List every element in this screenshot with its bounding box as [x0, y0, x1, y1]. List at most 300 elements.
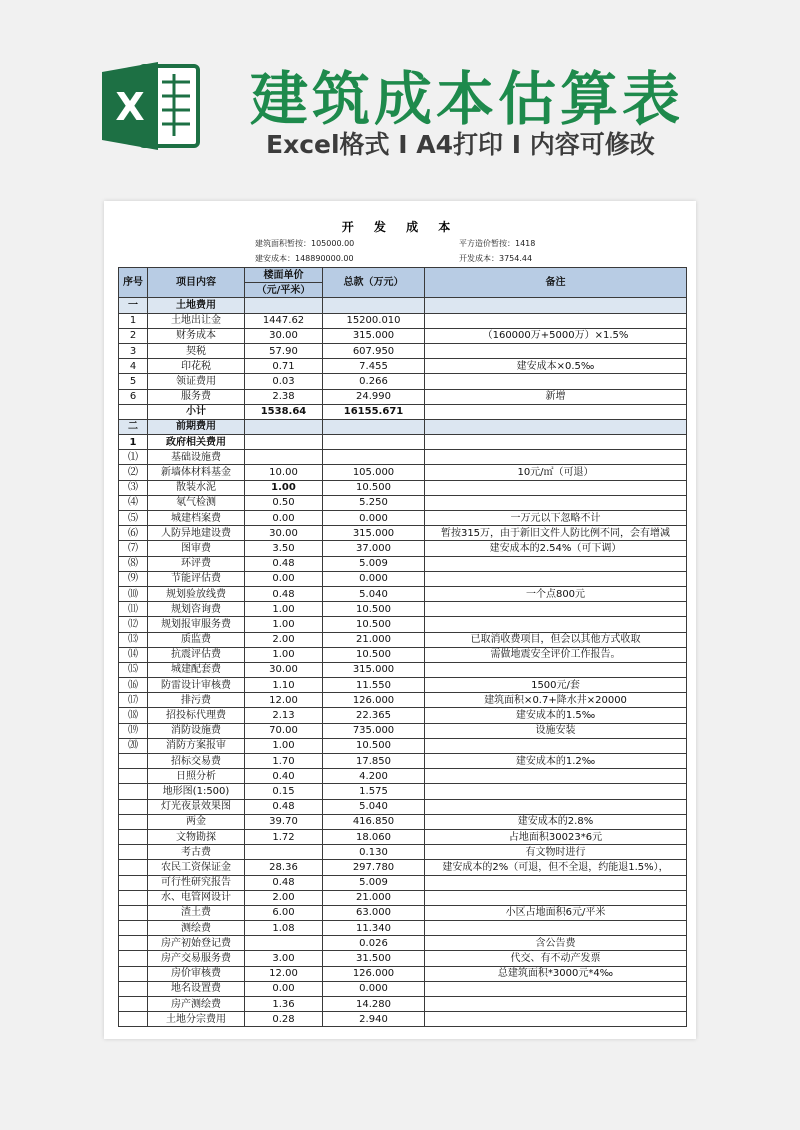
- cell-note: 代交、有不动产发票: [425, 951, 687, 966]
- cell-note: [425, 435, 687, 450]
- cell-item: 房价审核费: [148, 966, 245, 981]
- cell-item: 城建档案费: [148, 511, 245, 526]
- table-row: [119, 480, 687, 495]
- cell-seq: [119, 404, 148, 419]
- cell-seq: [119, 997, 148, 1012]
- cell-item: 招投标代理费: [148, 708, 245, 723]
- table-row: [119, 845, 687, 860]
- cell-note: [425, 1012, 687, 1027]
- cell-item: 印花税: [148, 359, 245, 374]
- cell-item: 水、电管网设计: [148, 890, 245, 905]
- table-row: [119, 799, 687, 814]
- cell-item: 政府相关费用: [148, 435, 245, 450]
- table-row: [119, 997, 687, 1012]
- cell-total: 126.000: [323, 693, 425, 708]
- cell-seq: ⒂: [119, 662, 148, 677]
- cell-seq: [119, 845, 148, 860]
- cell-unit-price: 2.00: [245, 890, 323, 905]
- cost-table: [118, 267, 687, 1027]
- table-row: [119, 936, 687, 951]
- cell-seq: ⑿: [119, 617, 148, 632]
- table-row: [119, 784, 687, 799]
- cell-item: 消防方案报审: [148, 738, 245, 753]
- cell-total: 11.340: [323, 921, 425, 936]
- cell-unit-price: 0.48: [245, 875, 323, 890]
- table-row: [119, 571, 687, 586]
- table-row: [119, 981, 687, 996]
- cell-item: 规划咨询费: [148, 602, 245, 617]
- cell-total: 16155.671: [323, 404, 425, 419]
- table-row: [119, 343, 687, 358]
- cell-unit-price: 39.70: [245, 814, 323, 829]
- cell-item: 人防异地建设费: [148, 526, 245, 541]
- cell-item: 散装水泥: [148, 480, 245, 495]
- cell-item: 前期费用: [148, 419, 245, 434]
- cell-unit-price: 1.36: [245, 997, 323, 1012]
- cell-unit-price: 1.70: [245, 754, 323, 769]
- cell-unit-price: 0.15: [245, 784, 323, 799]
- cell-note: [425, 875, 687, 890]
- cell-item: 房产初始登记费: [148, 936, 245, 951]
- cell-total: 21.000: [323, 890, 425, 905]
- cell-unit-price: 1.08: [245, 921, 323, 936]
- cell-item: 土地费用: [148, 298, 245, 313]
- table-row: [119, 754, 687, 769]
- cell-total: 0.026: [323, 936, 425, 951]
- cell-item: 财务成本: [148, 328, 245, 343]
- cell-total: 607.950: [323, 343, 425, 358]
- cell-note: 有文物时进行: [425, 845, 687, 860]
- cell-total: 0.000: [323, 571, 425, 586]
- cell-unit-price: [245, 450, 323, 465]
- cell-item: 考古费: [148, 845, 245, 860]
- table-row: [119, 875, 687, 890]
- cell-note: [425, 298, 687, 313]
- cell-seq: ⒅: [119, 708, 148, 723]
- meta-unit-cost: 平方造价暂按：1418: [459, 239, 536, 248]
- cell-note: [425, 784, 687, 799]
- table-row: [119, 389, 687, 404]
- document-title: 开 发 成 本: [341, 220, 459, 234]
- cell-item: 测绘费: [148, 921, 245, 936]
- cell-unit-price: 1.00: [245, 480, 323, 495]
- cell-seq: ⑾: [119, 602, 148, 617]
- table-row: [119, 829, 687, 844]
- cell-note: 新增: [425, 389, 687, 404]
- cell-unit-price: 3.50: [245, 541, 323, 556]
- cell-note: [425, 662, 687, 677]
- cell-unit-price: [245, 298, 323, 313]
- cell-item: 基础设施费: [148, 450, 245, 465]
- cell-note: 建安成本的2%（可退，但不全退，约能退1.5%），: [425, 860, 687, 875]
- cell-seq: [119, 966, 148, 981]
- banner-subtitle: Excel格式 I A4打印 I 内容可修改: [266, 130, 655, 159]
- cell-total: 0.000: [323, 511, 425, 526]
- cell-unit-price: 6.00: [245, 905, 323, 920]
- header-unit-price: 楼面单价: [245, 268, 323, 283]
- cell-note: 建筑面积×0.7+降水井×20000: [425, 693, 687, 708]
- cell-unit-price: 0.48: [245, 556, 323, 571]
- cell-total: 0.266: [323, 374, 425, 389]
- cell-total: 17.850: [323, 754, 425, 769]
- header-note: 备注: [425, 268, 687, 298]
- cell-item: 节能评估费: [148, 571, 245, 586]
- table-row: [119, 465, 687, 480]
- cell-seq: ⑽: [119, 586, 148, 601]
- cell-seq: ⒄: [119, 693, 148, 708]
- cell-seq: ⑴: [119, 450, 148, 465]
- table-row: [119, 632, 687, 647]
- cell-seq: ⑸: [119, 511, 148, 526]
- cell-total: [323, 450, 425, 465]
- cell-total: 0.130: [323, 845, 425, 860]
- cell-total: 5.009: [323, 556, 425, 571]
- logo-letter: X: [115, 85, 145, 129]
- cell-unit-price: [245, 435, 323, 450]
- cell-note: [425, 343, 687, 358]
- table-row: [119, 723, 687, 738]
- cell-unit-price: 0.50: [245, 495, 323, 510]
- cell-unit-price: 0.28: [245, 1012, 323, 1027]
- cell-unit-price: [245, 845, 323, 860]
- cell-total: 10.500: [323, 602, 425, 617]
- cell-seq: ⒀: [119, 632, 148, 647]
- cell-item: 抗震评估费: [148, 647, 245, 662]
- cell-item: 城建配套费: [148, 662, 245, 677]
- cell-item: 新墙体材料基金: [148, 465, 245, 480]
- cell-note: [425, 890, 687, 905]
- cell-note: 小区占地面积6元/平米: [425, 905, 687, 920]
- table-row: [119, 495, 687, 510]
- cell-total: 10.500: [323, 617, 425, 632]
- cell-note: 设施安装: [425, 723, 687, 738]
- cell-note: [425, 617, 687, 632]
- cell-item: 质监费: [148, 632, 245, 647]
- cell-item: 日照分析: [148, 769, 245, 784]
- cell-total: 105.000: [323, 465, 425, 480]
- cell-note: 一万元以下忽略不计: [425, 511, 687, 526]
- cell-item: 规划报审服务费: [148, 617, 245, 632]
- cell-total: 5.250: [323, 495, 425, 510]
- cell-total: [323, 298, 425, 313]
- meta-construction-cost: 建安成本：148890000.00: [255, 254, 354, 263]
- cell-note: [425, 374, 687, 389]
- cell-unit-price: 28.36: [245, 860, 323, 875]
- cell-seq: ⒆: [119, 723, 148, 738]
- cell-item: 小计: [148, 404, 245, 419]
- cell-seq: ⒁: [119, 647, 148, 662]
- cell-note: 总建筑面积*3000元*4‰: [425, 966, 687, 981]
- table-row: [119, 921, 687, 936]
- cell-total: 315.000: [323, 328, 425, 343]
- cell-seq: ⑻: [119, 556, 148, 571]
- cell-seq: [119, 814, 148, 829]
- cell-total: 31.500: [323, 951, 425, 966]
- cell-item: 文物勘探: [148, 829, 245, 844]
- cell-seq: [119, 890, 148, 905]
- spreadsheet-page: [104, 201, 696, 1039]
- cell-note: [425, 571, 687, 586]
- cell-unit-price: 0.03: [245, 374, 323, 389]
- cell-note: 需做地震安全评价工作报告。: [425, 647, 687, 662]
- cell-unit-price: 30.00: [245, 526, 323, 541]
- cell-note: （160000万+5000万）×1.5%: [425, 328, 687, 343]
- cell-total: 10.500: [323, 647, 425, 662]
- table-row: [119, 966, 687, 981]
- cell-total: 22.365: [323, 708, 425, 723]
- cell-note: 一个点800元: [425, 586, 687, 601]
- cell-item: 招标交易费: [148, 754, 245, 769]
- table-row: [119, 738, 687, 753]
- cell-item: 灯光夜景效果图: [148, 799, 245, 814]
- cell-total: 1.575: [323, 784, 425, 799]
- cell-item: 土地分宗费用: [148, 1012, 245, 1027]
- cell-unit-price: 0.71: [245, 359, 323, 374]
- table-row: [119, 602, 687, 617]
- cell-note: [425, 799, 687, 814]
- cell-seq: ⒇: [119, 738, 148, 753]
- cell-seq: [119, 784, 148, 799]
- cell-seq: ⑵: [119, 465, 148, 480]
- cell-seq: ⑼: [119, 571, 148, 586]
- cell-unit-price: 30.00: [245, 662, 323, 677]
- excel-logo-icon: [102, 58, 202, 154]
- cell-total: 10.500: [323, 738, 425, 753]
- cell-unit-price: 2.38: [245, 389, 323, 404]
- cell-seq: 二: [119, 419, 148, 434]
- cell-note: 建安成本的2.8%: [425, 814, 687, 829]
- cell-unit-price: 0.48: [245, 586, 323, 601]
- table-body: [119, 298, 687, 1027]
- table-row: [119, 708, 687, 723]
- cell-total: 14.280: [323, 997, 425, 1012]
- table-row: [119, 586, 687, 601]
- cell-item: 消防设施费: [148, 723, 245, 738]
- cell-total: 126.000: [323, 966, 425, 981]
- cell-unit-price: 0.00: [245, 571, 323, 586]
- table-row: [119, 374, 687, 389]
- cell-seq: [119, 936, 148, 951]
- cell-seq: 一: [119, 298, 148, 313]
- cell-unit-price: 2.13: [245, 708, 323, 723]
- header-unit: （元/平米）: [245, 283, 323, 298]
- cell-unit-price: 70.00: [245, 723, 323, 738]
- cell-seq: 5: [119, 374, 148, 389]
- cell-item: 排污费: [148, 693, 245, 708]
- header-seq: 序号: [119, 268, 148, 298]
- cell-note: 含公告费: [425, 936, 687, 951]
- cell-item: 农民工资保证金: [148, 860, 245, 875]
- table-row: [119, 769, 687, 784]
- cell-note: 建安成本的1.2‰: [425, 754, 687, 769]
- cell-note: 建安成本的2.54%（可下调）: [425, 541, 687, 556]
- cell-note: 建安成本的1.5‰: [425, 708, 687, 723]
- cell-total: 416.850: [323, 814, 425, 829]
- table-row: [119, 693, 687, 708]
- cell-seq: [119, 860, 148, 875]
- cell-total: 297.780: [323, 860, 425, 875]
- table-row: [119, 541, 687, 556]
- cell-total: 0.000: [323, 981, 425, 996]
- cell-note: [425, 602, 687, 617]
- cell-item: 防雷设计审核费: [148, 678, 245, 693]
- cell-item: 领证费用: [148, 374, 245, 389]
- cell-unit-price: [245, 419, 323, 434]
- cell-note: [425, 450, 687, 465]
- cell-unit-price: 1.00: [245, 602, 323, 617]
- cell-unit-price: 0.40: [245, 769, 323, 784]
- cell-total: 315.000: [323, 526, 425, 541]
- table-row: [119, 526, 687, 541]
- cell-seq: ⒃: [119, 678, 148, 693]
- table-row: [119, 1012, 687, 1027]
- cell-seq: [119, 1012, 148, 1027]
- cell-unit-price: [245, 936, 323, 951]
- cell-seq: ⑶: [119, 480, 148, 495]
- cell-note: 暂按315万，由于新旧文件人防比例不同，会有增减: [425, 526, 687, 541]
- cell-note: [425, 921, 687, 936]
- cell-note: [425, 997, 687, 1012]
- table-row: [119, 328, 687, 343]
- cell-total: 15200.010: [323, 313, 425, 328]
- cell-total: 18.060: [323, 829, 425, 844]
- cell-note: 占地面积30023*6元: [425, 829, 687, 844]
- cell-note: [425, 313, 687, 328]
- cell-total: 7.455: [323, 359, 425, 374]
- cell-note: [425, 419, 687, 434]
- cell-seq: [119, 754, 148, 769]
- meta-building-area: 建筑面积暂按：105000.00: [255, 239, 355, 248]
- cell-seq: [119, 981, 148, 996]
- table-row: [119, 814, 687, 829]
- meta-development-cost: 开发成本：3754.44: [459, 254, 533, 263]
- subtotal-row: [119, 404, 687, 419]
- cell-seq: 2: [119, 328, 148, 343]
- cell-unit-price: 0.00: [245, 981, 323, 996]
- table-row: [119, 450, 687, 465]
- cell-seq: 1: [119, 435, 148, 450]
- table-row: [119, 313, 687, 328]
- cell-note: [425, 738, 687, 753]
- cell-note: [425, 404, 687, 419]
- cell-unit-price: 1.00: [245, 647, 323, 662]
- header-total: 总款（万元）: [323, 268, 425, 298]
- cell-total: 24.990: [323, 389, 425, 404]
- cell-unit-price: 1447.62: [245, 313, 323, 328]
- cell-item: 土地出让金: [148, 313, 245, 328]
- cell-seq: ⑺: [119, 541, 148, 556]
- cell-note: [425, 480, 687, 495]
- cell-item: 地名设置费: [148, 981, 245, 996]
- cell-item: 可行性研究报告: [148, 875, 245, 890]
- cell-item: 渣土费: [148, 905, 245, 920]
- cell-total: 5.040: [323, 799, 425, 814]
- cell-total: 315.000: [323, 662, 425, 677]
- table-row: [119, 905, 687, 920]
- cell-seq: [119, 951, 148, 966]
- table-row: [119, 678, 687, 693]
- cell-unit-price: 57.90: [245, 343, 323, 358]
- cell-note: [425, 769, 687, 784]
- table-row: [119, 860, 687, 875]
- cell-seq: 6: [119, 389, 148, 404]
- cell-item: 规划验放线费: [148, 586, 245, 601]
- section-row: [119, 298, 687, 313]
- cell-note: 10元/㎡（可退）: [425, 465, 687, 480]
- cell-total: 37.000: [323, 541, 425, 556]
- cell-note: [425, 981, 687, 996]
- cell-seq: [119, 921, 148, 936]
- cell-seq: [119, 875, 148, 890]
- cell-total: 5.009: [323, 875, 425, 890]
- cell-unit-price: 10.00: [245, 465, 323, 480]
- cell-note: 建安成本×0.5‰: [425, 359, 687, 374]
- cell-total: [323, 419, 425, 434]
- cell-item: 氡气检测: [148, 495, 245, 510]
- table-row: [119, 511, 687, 526]
- cell-seq: 3: [119, 343, 148, 358]
- cell-item: 房产测绘费: [148, 997, 245, 1012]
- table-row: [119, 951, 687, 966]
- cell-item: 地形图(1:500): [148, 784, 245, 799]
- table-row: [119, 890, 687, 905]
- cell-note: [425, 556, 687, 571]
- cell-seq: ⑹: [119, 526, 148, 541]
- cell-unit-price: 1.10: [245, 678, 323, 693]
- cell-total: 2.940: [323, 1012, 425, 1027]
- cell-seq: [119, 769, 148, 784]
- section-row: [119, 419, 687, 434]
- cell-note: 已取消收费项目，但会以其他方式收取: [425, 632, 687, 647]
- cell-seq: [119, 829, 148, 844]
- cell-total: 63.000: [323, 905, 425, 920]
- cell-item: 图审费: [148, 541, 245, 556]
- banner-title: 建筑成本估算表: [250, 65, 685, 133]
- cell-seq: ⑷: [119, 495, 148, 510]
- cell-seq: [119, 905, 148, 920]
- cell-unit-price: 12.00: [245, 966, 323, 981]
- cell-total: 735.000: [323, 723, 425, 738]
- table-row: [119, 556, 687, 571]
- header-item: 项目内容: [148, 268, 245, 298]
- cell-item: 服务费: [148, 389, 245, 404]
- cell-item: 契税: [148, 343, 245, 358]
- cell-unit-price: 30.00: [245, 328, 323, 343]
- cell-unit-price: 12.00: [245, 693, 323, 708]
- cell-unit-price: 3.00: [245, 951, 323, 966]
- cell-total: 10.500: [323, 480, 425, 495]
- table-row: [119, 617, 687, 632]
- cell-unit-price: 1.72: [245, 829, 323, 844]
- cell-item: 两金: [148, 814, 245, 829]
- cell-unit-price: 1.00: [245, 738, 323, 753]
- cell-item: 房产交易服务费: [148, 951, 245, 966]
- cell-seq: 1: [119, 313, 148, 328]
- table-row: [119, 662, 687, 677]
- cell-item: 环评费: [148, 556, 245, 571]
- cell-total: 4.200: [323, 769, 425, 784]
- cell-total: 5.040: [323, 586, 425, 601]
- cell-note: 1500元/套: [425, 678, 687, 693]
- cell-note: [425, 495, 687, 510]
- subtotal-row: [119, 435, 687, 450]
- cell-unit-price: 2.00: [245, 632, 323, 647]
- cell-total: 11.550: [323, 678, 425, 693]
- cell-unit-price: 0.00: [245, 511, 323, 526]
- table-row: [119, 359, 687, 374]
- cell-total: 21.000: [323, 632, 425, 647]
- cell-total: [323, 435, 425, 450]
